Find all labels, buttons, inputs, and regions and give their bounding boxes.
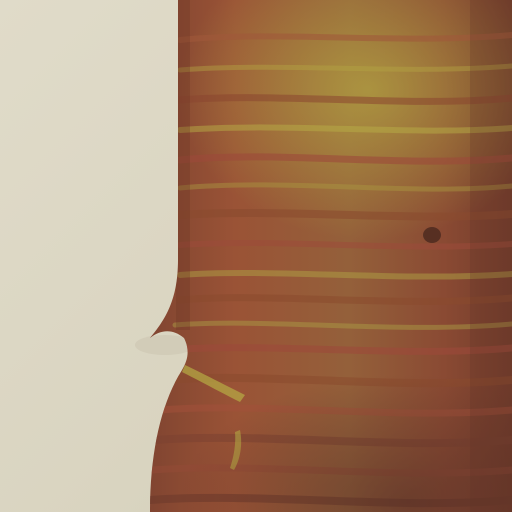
glaze-spot [423,227,441,243]
vase [140,0,512,512]
